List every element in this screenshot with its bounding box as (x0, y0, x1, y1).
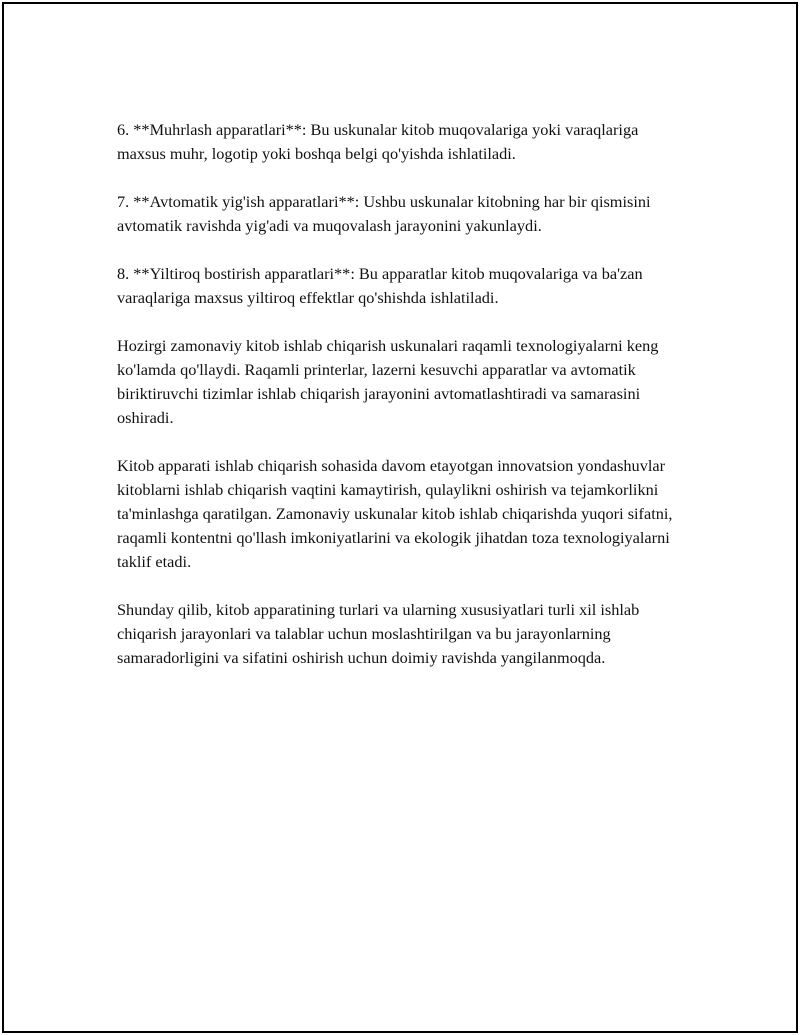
paragraph-modern-equipment: Hozirgi zamonaviy kitob ishlab chiqarish uskunalari raqamli texnologiyalarni keng ko'lamda qo'llaydi. Raqamli printerlar, lazerni kesuvchi apparatlar va avtomatik biriktiruvchi tizimlar ishlab chiqarish jarayonini avtomatlashtiradi va samarasini oshiradi. (117, 336, 659, 427)
paragraph-conclusion: Shunday qilib, kitob apparatining turlari va ularning xususiyatlari turli xil ishlab chiqarish jarayonlari va talablar uchun moslashtirilgan va bu jarayonlarning samaradorligini va sifatini oshirish uchun doimiy ravishda yangilanmoqda. (117, 600, 640, 667)
paragraph-list-item-6: 6. **Muhrlash apparatlari**: Bu uskunalar kitob muqovalariga yoki varaqlariga maxsus muhr, logotip yoki boshqa belgi qo'yishda ishlatiladi. (117, 120, 639, 163)
document-body (117, 118, 687, 694)
paragraph-list-item-7: 7. **Avtomatik yig'ish apparatlari**: Ushbu uskunalar kitobning har bir qismisini avtomatik ravishda yig'adi va muqovalash jarayonini yakunlaydi. (117, 192, 651, 235)
paragraph-innovations: Kitob apparati ishlab chiqarish sohasida davom etayotgan innovatsion yondashuvlar kitoblarni ishlab chiqarish vaqtini kamaytirish, qulaylikni oshirish va tejamkorlikni ta'minlashga qaratilgan. Zamonaviy uskunalar kitob ishlab chiqarishda yuqori sifatni, raqamli kontentni qo'llash imkoniyatlarini va ekologik jihatdan toza texnologiyalarni taklif etadi. (117, 456, 673, 571)
paragraph-list-item-8: 8. **Yiltiroq bostirish apparatlari**: Bu apparatlar kitob muqovalariga va ba'zan varaqlariga maxsus yiltiroq effektlar qo'shishda ishlatiladi. (117, 264, 643, 307)
